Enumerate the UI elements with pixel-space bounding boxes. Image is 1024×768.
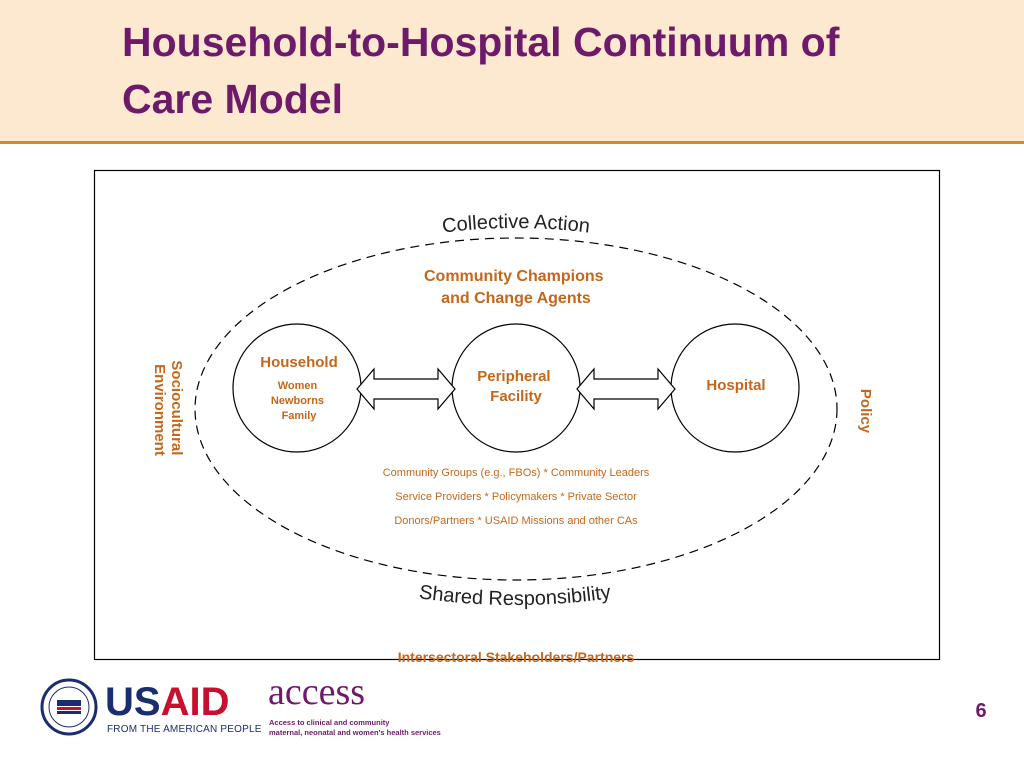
access-tagline-line-2: maternal, neonatal and women's health services <box>269 728 441 737</box>
stakeholder-line-1: Community Groups (e.g., FBOs) * Community Leaders <box>382 467 650 479</box>
slide-title-line-1: Household-to-Hospital Continuum of <box>122 19 840 65</box>
collective-action-label: Collective Action <box>440 210 592 238</box>
usaid-seal-icon <box>40 678 98 736</box>
access-wordmark: access <box>268 671 366 713</box>
sociocultural-environment-label: Sociocultural Environment <box>151 360 185 456</box>
household-title: Household <box>260 354 338 371</box>
page-number: 6 <box>975 700 987 722</box>
usaid-wordmark-us: US <box>105 680 161 724</box>
slide-title-line-2: Care Model <box>122 76 343 122</box>
usaid-tagline: FROM THE AMERICAN PEOPLE <box>107 724 262 735</box>
household-members: Women Newborns Family <box>270 380 325 422</box>
usaid-wordmark-aid: AID <box>160 680 230 724</box>
peripheral-facility-label: Peripheral Facility <box>477 368 551 405</box>
community-champions-label: Community Champions and Change Agents <box>423 268 604 307</box>
access-tagline <box>269 718 489 738</box>
footer-logos <box>0 660 520 768</box>
usaid-wordmark <box>105 680 229 724</box>
access-tagline-line-1: Access to clinical and community <box>269 718 390 727</box>
stakeholder-line-3: Donors/Partners * USAID Missions and other CAs <box>394 515 638 527</box>
shared-responsibility-label: Shared Responsibility <box>417 581 613 611</box>
stakeholder-line-2: Service Providers * Policymakers * Private Sector <box>395 491 637 503</box>
intersectoral-stakeholders-label: Intersectoral Stakeholders/Partners <box>397 649 635 665</box>
hospital-label: Hospital <box>706 377 766 394</box>
policy-label: Policy <box>857 388 874 434</box>
